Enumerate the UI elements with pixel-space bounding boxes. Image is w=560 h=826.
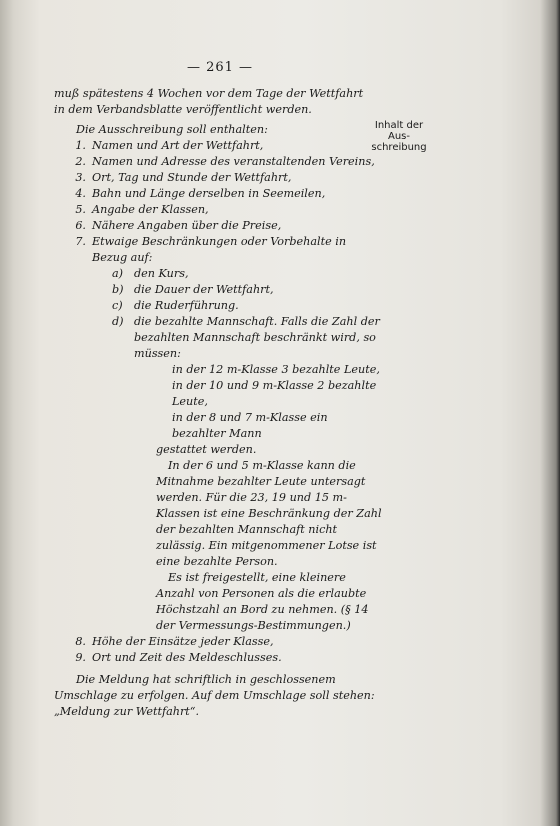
margin-note: Inhalt der Aus-schreibung xyxy=(371,120,427,153)
sub-list-item: b) die Dauer der Wettfahrt, xyxy=(112,283,274,296)
crew-rule-paragraph: In der 6 und 5 m-Klasse kann die Mitnahme bezahlter Leute untersagt werden. Für die 23, 19 und 15 m-Klassen ist eine Beschränkung der Zahl der bezahlten Mannschaft nicht zulässig. Ein mitgenommener Lotse ist eine bezahlte Person. xyxy=(156,459,382,568)
list-item: 4. Bahn und Länge derselben in Seemeilen, xyxy=(75,187,326,200)
list-item: 6. Nähere Angaben über die Preise, xyxy=(75,219,282,232)
crew-rule-line: in der 10 und 9 m-Klasse 2 bezahlte Leute, xyxy=(172,379,377,408)
crew-rules xyxy=(156,362,384,634)
list-item: 9. Ort und Zeit des Meldeschlusses. xyxy=(75,651,282,664)
intro-line-2: in dem Verbandsblatte veröffentlicht werden. xyxy=(54,103,312,116)
sub-list-item: d) die bezahlte Mannschaft. Falls die Zahl der bezahlten Mannschaft beschränkt wird, so müssen: xyxy=(112,315,380,360)
page-body xyxy=(54,60,384,720)
crew-rule-line: gestattet werden. xyxy=(156,443,257,456)
sub-list-item: c) die Ruderführung. xyxy=(112,299,239,312)
list-item: 5. Angabe der Klassen, xyxy=(75,203,209,216)
list-item: 1. Namen und Art der Wettfahrt, xyxy=(75,139,264,152)
list-item: 8. Höhe der Einsätze jeder Klasse, xyxy=(75,635,274,648)
section-heading: Die Ausschreibung soll enthalten: xyxy=(76,123,268,136)
list-item: 3. Ort, Tag und Stunde der Wettfahrt, xyxy=(75,171,292,184)
crew-rule-paragraph: Es ist freigestellt, eine kleinere Anzahl von Personen als die erlaubte Höchstzahl an Bord zu nehmen. (§ 14 der Vermessungs-Bestimmungen.) xyxy=(156,571,369,632)
list-item: 7. Etwaige Beschränkungen oder Vorbehalte in Bezug auf: xyxy=(75,235,347,264)
list-item: 2. Namen und Adresse des veranstaltenden Vereins, xyxy=(75,155,375,168)
closing-paragraph: Die Meldung hat schriftlich in geschlossenem Umschlage zu erfolgen. Auf dem Umschlage soll stehen: „Meldung zur Wettfahrt“. xyxy=(54,673,375,718)
crew-rule-line: in der 8 und 7 m-Klasse ein bezahlter Mann xyxy=(172,411,328,440)
page-number: — 261 — xyxy=(186,60,254,75)
sub-list-item: a) den Kurs, xyxy=(112,267,189,280)
crew-rule-line: in der 12 m-Klasse 3 bezahlte Leute, xyxy=(172,363,380,376)
intro-line-1: muß spätestens 4 Wochen vor dem Tage der Wettfahrt xyxy=(54,87,364,100)
